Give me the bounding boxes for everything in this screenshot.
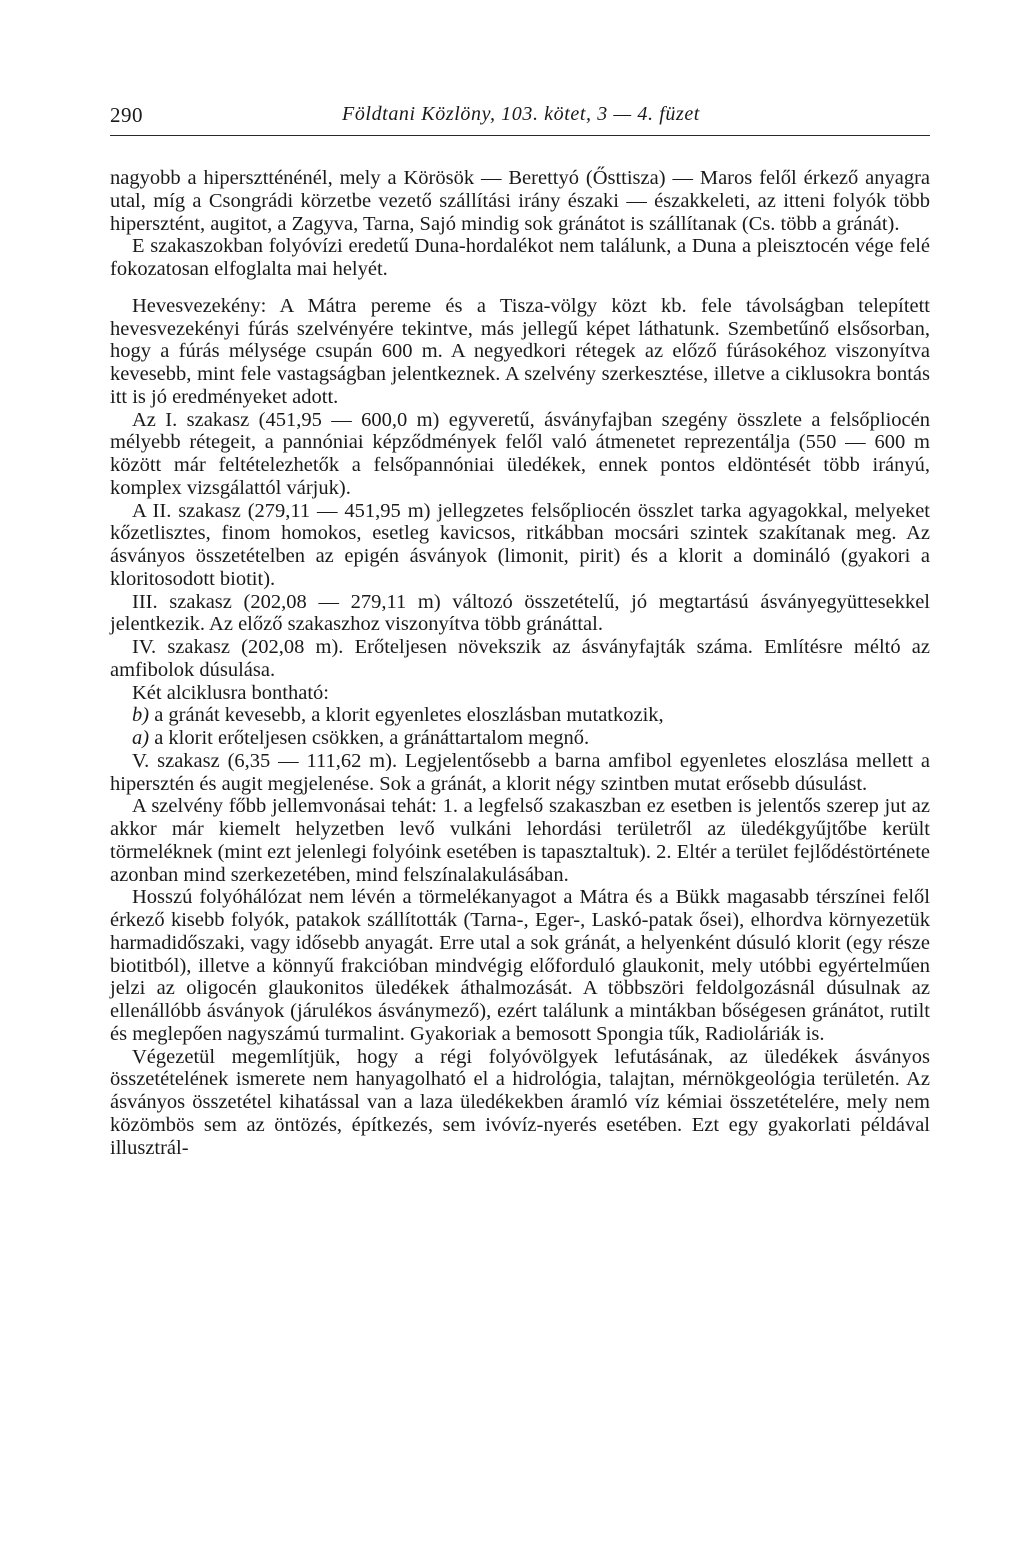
paragraph-summary: A szelvény főbb jellemvonásai tehát: 1. a legfelső szakaszban ez esetben is jelentős szerep jut az akkor már kiemelt helyzetben levő vulkáni lehordási területről az üledékgyűjtőbe került törmeléknek (mint ezt jelenlegi folyóink esetében is tapasztaltuk). 2. Eltér a terület fejlődéstörténete azonban mind szerkezetében, mind felszínalakulásában. [110,795,930,886]
sublist-text-b: a gránát kevesebb, a klorit egyenletes eloszlásban mutatkozik, [154,704,664,727]
paragraph-duna: E szakaszokban folyóvízi eredetű Duna-hordalékot nem találunk, a Duna a pleisztocén vége felé fokozatosan elfoglalta mai helyét. [110,235,930,280]
paragraph-hevesvezekeny: Hevesvezekény: A Mátra pereme és a Tisza-völgy közt kb. fele távolságban telepített hevesvezekényi fúrás szelvényére tekintve, más jellegű képet láthatunk. Szembetűnő elsősorban, hogy a fúrás mélysége csupán 600 m. A negyedkori rétegek az előző fúrásokéhoz viszonyítva kevesebb, mint fele vastagságban jelentkeznek. A szelvény szerkesztése, illetve a ciklusokra bontás itt is jó eredményeket adott. [110,294,930,408]
sublist-letter-a: a) [132,727,150,749]
paragraph-river-network: Hosszú folyóhálózat nem lévén a törmelékanyagot a Mátra és a Bükk magasabb térszínei felől érkező kisebb folyók, patakok szállították (Tarna-, Eger-, Laskó-patak ősei), elhordva környezetük harmadidőszaki, vagy idősebb anyagát. Erre utal a sok gránát, a helyenként dúsuló klorit (egy része biotitból), illetve a könnyű frakcióban mindvégig előforduló glaukonit, mely utóbbi egyértelműen jelzi az oligocén glaukonitos üledékek áthalmozását. A többszöri feldolgozásnál dúsulnak az ellenállóbb ásványok (járulékos ásványmező), ezért találunk a mintákban bőségesen gránátot, rutilt és meglepően nagyszámú turmalint. Gyakoriak a bemosott Spongia tűk, Radioláriák is. [110,886,930,1045]
paragraph-section-5: V. szakasz (6,35 — 111,62 m). Legjelentősebb a barna amfibol egyenletes eloszlása mellett a hipersztén és augit megjelenése. Sok a gránát, a klorit négy szintben mutat erősebb dúsulást. [110,749,930,795]
sublist-item-b [110,704,930,727]
page-number: 290 [110,103,143,127]
journal-title: Földtani Közlöny, 103. kötet, 3 — 4. füzet [342,103,700,125]
sublist-letter-b: b) [132,704,150,727]
paragraph-continuation: nagyobb a hipersztténénél, mely a Körösök — Berettyó (Ősttisza) — Maros felől érkező anyagra utal, míg a Csongrádi körzetbe vezető szállítási irány északi — északkeleti, az itteni folyók több hipersztént, augitot, a Zagyva, Tarna, Sajó mindig sok gránátot is szállítanak (Cs. több a gránát). [110,167,930,235]
sublist-item-a [110,727,930,750]
paragraph-subcycles-intro: Két alciklusra bontható: [132,681,329,704]
paragraph-section-4: IV. szakasz (202,08 m). Erőteljesen növekszik az ásványfajták száma. Említésre méltó az amfibolok dúsulása. [110,636,930,681]
article-body [110,167,930,1159]
paragraph-section-1: Az I. szakasz (451,95 — 600,0 m) egyveretű, ásványfajban szegény összlete a felsőpliocén mélyebb rétegeit, a pannóniai képződmények felől való átmenetet reprezentálja (550 — 600 m között már feltételezhetők a felsőpannóniai üledékek, ennek pontos eldöntését több irányú, komplex vizsgálattól várjuk). [110,408,930,499]
paragraph-section-3: III. szakasz (202,08 — 279,11 m) változó összetételű, jó megtartású ásványegyüttesekkel jelentkezik. Az előző szakaszhoz viszonyítva több gránáttal. [110,590,930,636]
sublist-text-a: a klorit erőteljesen csökken, a gránáttartalom megnő. [154,727,590,749]
paragraph-conclusion: Végezetül megemlítjük, hogy a régi folyóvölgyek lefutásának, az üledékek ásványos összetételének ismerete nem hanyagolható el a hidrológia, talajtan, mérnökgeológia területén. Az ásványos összetétel kihatással van a laza üledékekben áramló víz kémiai összetételére, mely nem közömbös sem az öntözés, építkezés, sem ivóvíz-nyerés esetében. Ezt egy gyakorlati példával illusztrál- [110,1045,930,1159]
running-header [110,103,930,136]
paragraph-section-2: A II. szakasz (279,11 — 451,95 m) jellegzetes felsőpliocén összlet tarka agyagokkal, melyeket kőzetlisztes, finom homokos, esetleg kavicsos, ritkábban mocsári szintek szakítanak meg. Az ásványos összetételben az epigén ásványok (limonit, pirit) és a klorit a domináló (gyakori a kloritosodott biotit). [110,499,930,590]
